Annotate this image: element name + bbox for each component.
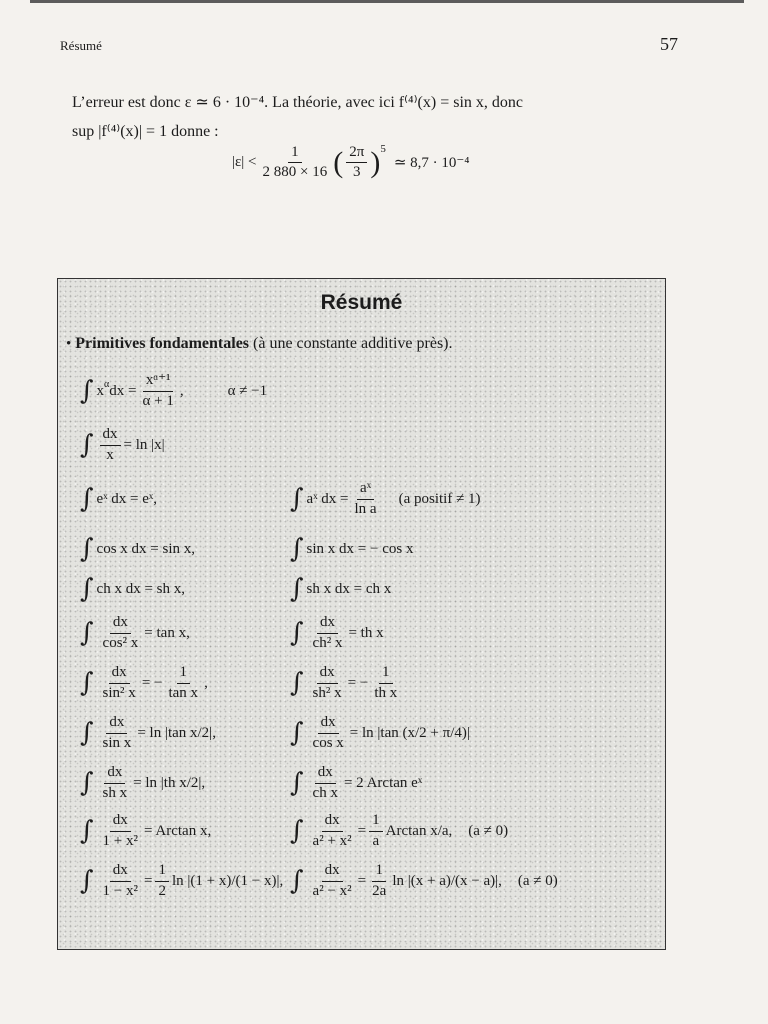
- formula-fraction: [100, 764, 131, 802]
- formula-cell: [290, 613, 384, 653]
- integral-sign: ∫: [290, 718, 304, 748]
- formula-fraction: [310, 714, 347, 752]
- formula-fraction-num: aˣ: [357, 480, 374, 499]
- summary-box: [57, 278, 666, 950]
- formula-row: [58, 569, 665, 609]
- formula-cell: [290, 713, 470, 753]
- formula-condition: (a positif ≠ 1): [398, 490, 481, 507]
- formula-text: eˣ dx = eˣ,: [96, 490, 157, 507]
- intro-paragraph: [72, 88, 690, 146]
- integral-sign: ∫: [290, 534, 304, 564]
- formula-fraction-num: 1: [155, 862, 169, 881]
- formula-text: =: [357, 822, 367, 839]
- formula-fraction-den: 2a: [372, 882, 387, 899]
- formula-text: = ln |tan (x/2 + π/4)|: [349, 724, 470, 741]
- formula-fraction-num: dx: [315, 764, 336, 783]
- formula-cell: [80, 861, 283, 901]
- formula-fraction: [369, 812, 383, 850]
- formula-row: [58, 861, 665, 901]
- formula-cell: [290, 663, 403, 703]
- intro-line-1: L’erreur est donc ε ≃ 6 · 10⁻⁴. La théorie, avec ici f⁽⁴⁾(x) = sin x, donc: [72, 94, 523, 111]
- formula-row: [58, 713, 665, 753]
- formula-text: ln |(x + a)/(x − a)|,: [392, 872, 502, 889]
- formula-fraction-num: dx: [109, 664, 130, 683]
- integral-sign: ∫: [290, 816, 304, 846]
- bound-fraction-den: 2 880 × 16: [262, 164, 328, 181]
- formula-fraction-den: ch x: [312, 784, 338, 801]
- formula-text: ch x dx = sh x,: [96, 580, 186, 597]
- formula-fraction-num: dx: [322, 862, 343, 881]
- bound-rhs: ≃ 8,7 · 10⁻⁴: [393, 155, 470, 172]
- formula-cell: [80, 479, 157, 519]
- formula-text: =: [144, 872, 153, 889]
- formula-cell: [80, 371, 267, 411]
- formula-fraction-num: dx: [104, 764, 125, 783]
- formula-text: = ln |th x/2|,: [133, 774, 206, 791]
- open-paren: (: [333, 145, 344, 179]
- formula-fraction-num: dx: [110, 862, 131, 881]
- formula-fraction-num: dx: [322, 812, 343, 831]
- formula-text: = tan x,: [144, 624, 190, 641]
- formula-fraction: [100, 862, 141, 900]
- formula-cell: [290, 763, 422, 803]
- formula-fraction-num: dx: [110, 614, 131, 633]
- formula-row: [58, 529, 665, 569]
- running-head: Résumé: [60, 38, 102, 53]
- integral-sign: ∫: [290, 668, 304, 698]
- formula-cell: [80, 529, 195, 569]
- bound-fraction-num: 1: [288, 144, 302, 163]
- formula-fraction-den: x: [106, 446, 114, 463]
- formula-fraction-num: 1: [379, 664, 393, 683]
- formula-text: = −: [141, 674, 163, 691]
- intro-line-2: sup |f⁽⁴⁾(x)| = 1 donne :: [72, 123, 219, 140]
- formula-fraction-den: α + 1: [142, 392, 174, 409]
- formula-condition: α ≠ −1: [227, 382, 268, 399]
- formula-text: sh x dx = ch x: [306, 580, 392, 597]
- formula-fraction: [155, 862, 169, 900]
- formula-text: =: [357, 872, 367, 889]
- formula-fraction-den: ln a: [354, 500, 377, 517]
- formula-fraction-den: 2: [158, 882, 166, 899]
- formula-fraction-den: a: [372, 832, 380, 849]
- bound-paren-den: 3: [353, 164, 361, 181]
- formula-fraction-num: dx: [317, 614, 338, 633]
- formula-fraction-num: dx: [318, 714, 339, 733]
- integral-sign: ∫: [80, 484, 94, 514]
- bound-paren-fraction: [346, 144, 367, 182]
- formula-row: [58, 425, 665, 465]
- formula-fraction: [100, 614, 142, 652]
- page-number: 57: [660, 34, 678, 54]
- formula-fraction: [310, 812, 355, 850]
- formula-text: Arctan x/a,: [385, 822, 453, 839]
- section-heading-line: [66, 335, 453, 353]
- error-bound-formula: |ε| < $\frac{1}{2 880 \times 16}$ ( $\frac{2\pi}{3}$ ) $^5$ ≃ 8,7 · 10⁻⁴: [232, 142, 470, 181]
- formula-text: aˣ dx =: [306, 490, 349, 507]
- formula-text: ,: [204, 674, 208, 691]
- integral-sign: ∫: [290, 574, 304, 604]
- integral-sign: ∫: [80, 866, 94, 896]
- formula-row: [58, 663, 665, 703]
- summary-title: Résumé: [320, 291, 403, 314]
- integral-sign: ∫: [80, 668, 94, 698]
- integral-sign: ∫: [80, 376, 94, 406]
- formula-cell: [290, 529, 413, 569]
- formula-fraction-num: 1: [177, 664, 191, 683]
- formula-cell: [80, 663, 208, 703]
- formula-fraction-den: 1 − x²: [102, 882, 139, 899]
- formula-cell: [80, 569, 185, 609]
- formula-fraction-den: sh x: [102, 784, 128, 801]
- section-note: (à une constante additive près).: [253, 335, 453, 352]
- formula-fraction-den: tan x: [168, 684, 199, 701]
- formula-text: = ln |x|: [123, 436, 165, 453]
- formula-text: = ln |tan x/2|,: [137, 724, 216, 741]
- formula-fraction: [310, 862, 355, 900]
- section-heading: Primitives fondamentales: [75, 335, 250, 352]
- bound-paren-num: 2π: [346, 144, 367, 163]
- formula-cell: [290, 861, 558, 901]
- integral-sign: ∫: [290, 618, 304, 648]
- close-paren: ): [370, 145, 381, 179]
- top-rule: [30, 0, 744, 3]
- bullet-icon: •: [66, 336, 72, 352]
- integral-sign: ∫: [80, 618, 94, 648]
- formula-fraction: [369, 862, 389, 900]
- formula-fraction-den: cos² x: [102, 634, 139, 651]
- formula-fraction-den: 1 + x²: [102, 832, 139, 849]
- integral-sign: ∫: [80, 430, 94, 460]
- integral-sign: ∫: [80, 718, 94, 748]
- formula-fraction: [165, 664, 201, 702]
- formula-fraction-den: a² − x²: [312, 882, 352, 899]
- formula-cell: [80, 811, 211, 851]
- formula-fraction-num: dx: [106, 714, 127, 733]
- integral-sign: ∫: [290, 768, 304, 798]
- formula-fraction-num: 1: [369, 812, 383, 831]
- integral-sign: ∫: [80, 534, 94, 564]
- formula-cell: [80, 613, 190, 653]
- formula-text: cos x dx = sin x,: [96, 540, 196, 557]
- formula-fraction-den: ch² x: [312, 634, 343, 651]
- formula-fraction-den: cos x: [312, 734, 344, 751]
- formula-condition: (a ≠ 0): [468, 822, 509, 839]
- formula-fraction: [100, 426, 121, 464]
- formula-cell: [80, 425, 165, 465]
- formula-fraction-num: dx: [317, 664, 338, 683]
- formula-row: [58, 763, 665, 803]
- formula-text: = Arctan x,: [144, 822, 212, 839]
- formula-fraction-den: a² + x²: [312, 832, 352, 849]
- formula-row: [58, 479, 665, 519]
- formula-text: dx =: [109, 382, 137, 399]
- formula-text: ln |(1 + x)/(1 − x)|,: [171, 872, 284, 889]
- formula-fraction-num: 1: [372, 862, 386, 881]
- formula-fraction-den: sin² x: [102, 684, 136, 701]
- formula-text: = 2 Arctan eˣ: [343, 774, 423, 791]
- formula-text: = th x: [348, 624, 384, 641]
- formula-fraction-num: xᵅ⁺¹: [143, 372, 174, 391]
- formula-fraction-num: dx: [100, 426, 121, 445]
- formula-row: [58, 613, 665, 653]
- integral-sign: ∫: [80, 574, 94, 604]
- formula-text: sin x dx = − cos x: [306, 540, 414, 557]
- integral-sign: ∫: [80, 816, 94, 846]
- formula-fraction-num: dx: [110, 812, 131, 831]
- formula-cell: [80, 713, 216, 753]
- formula-fraction-den: sin x: [102, 734, 132, 751]
- formula-text: x: [96, 382, 105, 399]
- formula-fraction: [100, 714, 135, 752]
- formula-fraction: [100, 664, 139, 702]
- formula-text: ,: [179, 382, 184, 399]
- formula-cell: [290, 811, 508, 851]
- formula-fraction: [310, 764, 341, 802]
- formula-superscript: α: [104, 378, 110, 390]
- formula-cell: [80, 763, 205, 803]
- formula-fraction: [310, 664, 345, 702]
- formula-row: [58, 371, 665, 411]
- formula-fraction-den: th x: [374, 684, 398, 701]
- integral-sign: ∫: [290, 866, 304, 896]
- bound-lhs: |ε| <: [232, 154, 257, 171]
- formula-fraction-den: sh² x: [312, 684, 342, 701]
- formula-fraction: [352, 480, 380, 518]
- formula-cell: [290, 569, 391, 609]
- formula-fraction: [310, 614, 346, 652]
- formula-row: [58, 811, 665, 851]
- formula-cell: [290, 479, 481, 519]
- bound-fraction: [260, 144, 331, 182]
- formula-condition: (a ≠ 0): [517, 872, 558, 889]
- formula-fraction: [100, 812, 141, 850]
- integral-sign: ∫: [80, 768, 94, 798]
- integral-sign: ∫: [290, 484, 304, 514]
- formula-text: = −: [347, 674, 369, 691]
- formula-fraction: [140, 372, 177, 410]
- formula-fraction: [371, 664, 400, 702]
